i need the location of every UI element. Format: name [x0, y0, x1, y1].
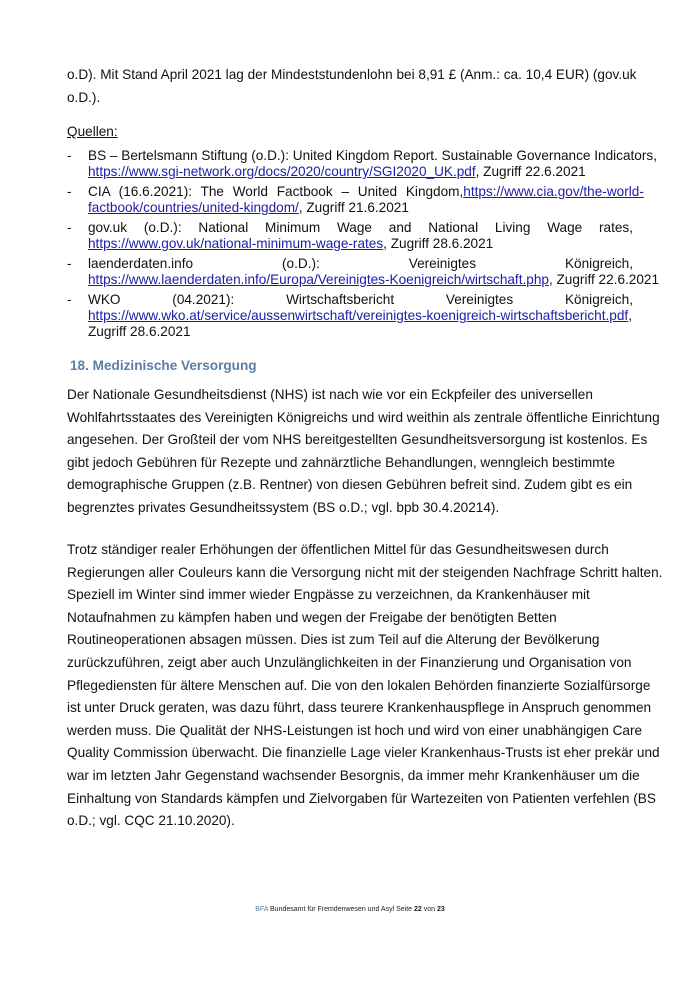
reference-access: Zugriff 28.6.2021: [88, 324, 191, 339]
list-bullet: -: [67, 184, 72, 199]
footer-of: von: [421, 906, 437, 913]
paragraph-line: Routineoperationen absagen müssen. Dies ist zum Teil auf die Alterung der Bevölkerung: [67, 632, 600, 648]
reference-link[interactable]: https://www.sgi-network.org/docs/2020/country/SGI2020_UK.pdf: [88, 164, 476, 179]
list-bullet: -: [67, 292, 72, 307]
page-total: 23: [436, 906, 445, 913]
list-bullet: -: [67, 220, 72, 235]
paragraph-line: ist unter Druck geraten, was dazu führt, dass teurere Krankenhauspflege in Anspruch genommen: [67, 700, 652, 716]
list-bullet: -: [67, 256, 72, 271]
reference-link[interactable]: https://www.gov.uk/national-minimum-wage-rates: [88, 236, 384, 251]
reference-access: , Zugriff 22.6.2021: [548, 272, 660, 287]
page-footer: [0, 906, 700, 913]
reference-item: [88, 256, 660, 288]
paragraph-line: demographische Gruppen (z.B. Rentner) von diesen Gebühren befreit sind. Zudem gibt es ein: [67, 477, 633, 493]
reference-text: gov.uk (o.D.): National Minimum Wage and National Living Wage rates,: [88, 220, 633, 235]
footer-org: Bundesamt für Fremdenwesen und Asyl Seite: [268, 906, 414, 913]
paragraph-line: Einhaltung von Standards kämpfen und Zielvorgaben für Wartezeiten von Patienten verfehlen (BS: [67, 790, 656, 806]
reference-link[interactable]: https://www.cia.gov/the-world-: [463, 184, 644, 199]
paragraph-line: Regierungen aller Couleurs kann die Versorgung nicht mit der steigenden Nachfrage Schritt halten.: [67, 564, 663, 580]
paragraph-line: angesehen. Der Großteil der vom NHS bereitgestellten Gesundheitsversorgung ist kostenlos. Es: [67, 432, 648, 448]
paragraph-line: o.D.; vgl. CQC 21.10.2020).: [67, 813, 235, 829]
section-heading: 18. Medizinische Versorgung: [70, 358, 257, 373]
paragraph-line: Speziell im Winter sind immer wieder Engpässe zu verzeichnen, da Krankenhäuser mit: [67, 587, 590, 603]
reference-item: [88, 220, 633, 252]
reference-text: CIA (16.6.2021): The World Factbook – United Kingdom,: [88, 184, 464, 199]
reference-access: , Zugriff 28.6.2021: [383, 236, 494, 251]
intro-line: o.D). Mit Stand April 2021 lag der Mindeststundenlohn bei 8,91 £ (Anm.: ca. 10,4 EUR) (gov.uk: [67, 67, 637, 82]
reference-item: [88, 292, 633, 340]
paragraph-line: werden muss. Die Qualität der NHS-Leistungen ist hoch und wird von einer unabhängigen Care: [67, 722, 643, 738]
reference-access: , Zugriff 21.6.2021: [298, 200, 409, 215]
reference-text: BS – Bertelsmann Stiftung (o.D.): United Kingdom Report. Sustainable Governance Indicators,: [88, 148, 657, 163]
paragraph-line: Quality Commission überwacht. Die finanzielle Lage vieler Krankenhaus-Trusts ist eher prekär und: [67, 745, 660, 761]
reference-link[interactable]: https://www.wko.at/service/aussenwirtschaft/vereinigtes-koenigreich-wirtschaftsbericht.pdf: [88, 308, 629, 323]
reference-link[interactable]: factbook/countries/united-kingdom/: [88, 200, 299, 215]
reference-text: WKO (04.2021): Wirtschaftsbericht Vereinigtes Königreich,: [88, 292, 633, 307]
list-bullet: -: [67, 148, 72, 163]
paragraph-line: Wohlfahrtsstaates des Vereinigten Königreichs und wird weithin als zentrale öffentliche Einrichtung: [67, 409, 660, 425]
reference-link[interactable]: https://www.laenderdaten.info/Europa/Vereinigtes-Koenigreich/wirtschaft.php: [88, 272, 549, 287]
reference-access: ,: [628, 308, 632, 323]
bfa-logo: BFA: [255, 906, 269, 913]
reference-item: [88, 148, 657, 180]
reference-access: , Zugriff 22.6.2021: [475, 164, 586, 179]
intro-line: o.D.).: [67, 90, 101, 105]
paragraph-line: war im letzten Jahr Gegenstand wachsender Besorgnis, da immer mehr Krankenhäuser um die: [67, 768, 640, 783]
reference-text: laenderdaten.info (o.D.): Vereinigtes Königreich,: [88, 256, 633, 271]
paragraph-line: Trotz ständiger realer Erhöhungen der öffentlichen Mittel für das Gesundheitswesen durch: [67, 542, 609, 557]
paragraph-line: Pflegediensten für ältere Menschen auf. Die von den lokalen Behörden finanzierte Sozialfürsorge: [67, 677, 651, 693]
paragraph-line: begrenztes privates Gesundheitssystem (BS o.D.; vgl. bpb 30.4.20214).: [67, 500, 500, 515]
sources-label: Quellen:: [67, 124, 118, 139]
paragraph-line: Notaufnahmen zu kämpfen haben und wegen der Freigabe der benötigten Betten: [67, 609, 557, 625]
paragraph-line: Der Nationale Gesundheitsdienst (NHS) ist nach wie vor ein Eckpfeiler des universellen: [67, 387, 593, 402]
paragraph-line: gibt jedoch Gebühren für Rezepte und zahnärztliche Behandlungen, wenngleich bestimmte: [67, 454, 615, 470]
page-number: 22: [413, 906, 422, 913]
paragraph-line: zurückzuführen, zeigt aber auch Unzulänglichkeiten in der Finanzierung und Organisation von: [67, 655, 632, 670]
reference-item: [88, 184, 644, 216]
